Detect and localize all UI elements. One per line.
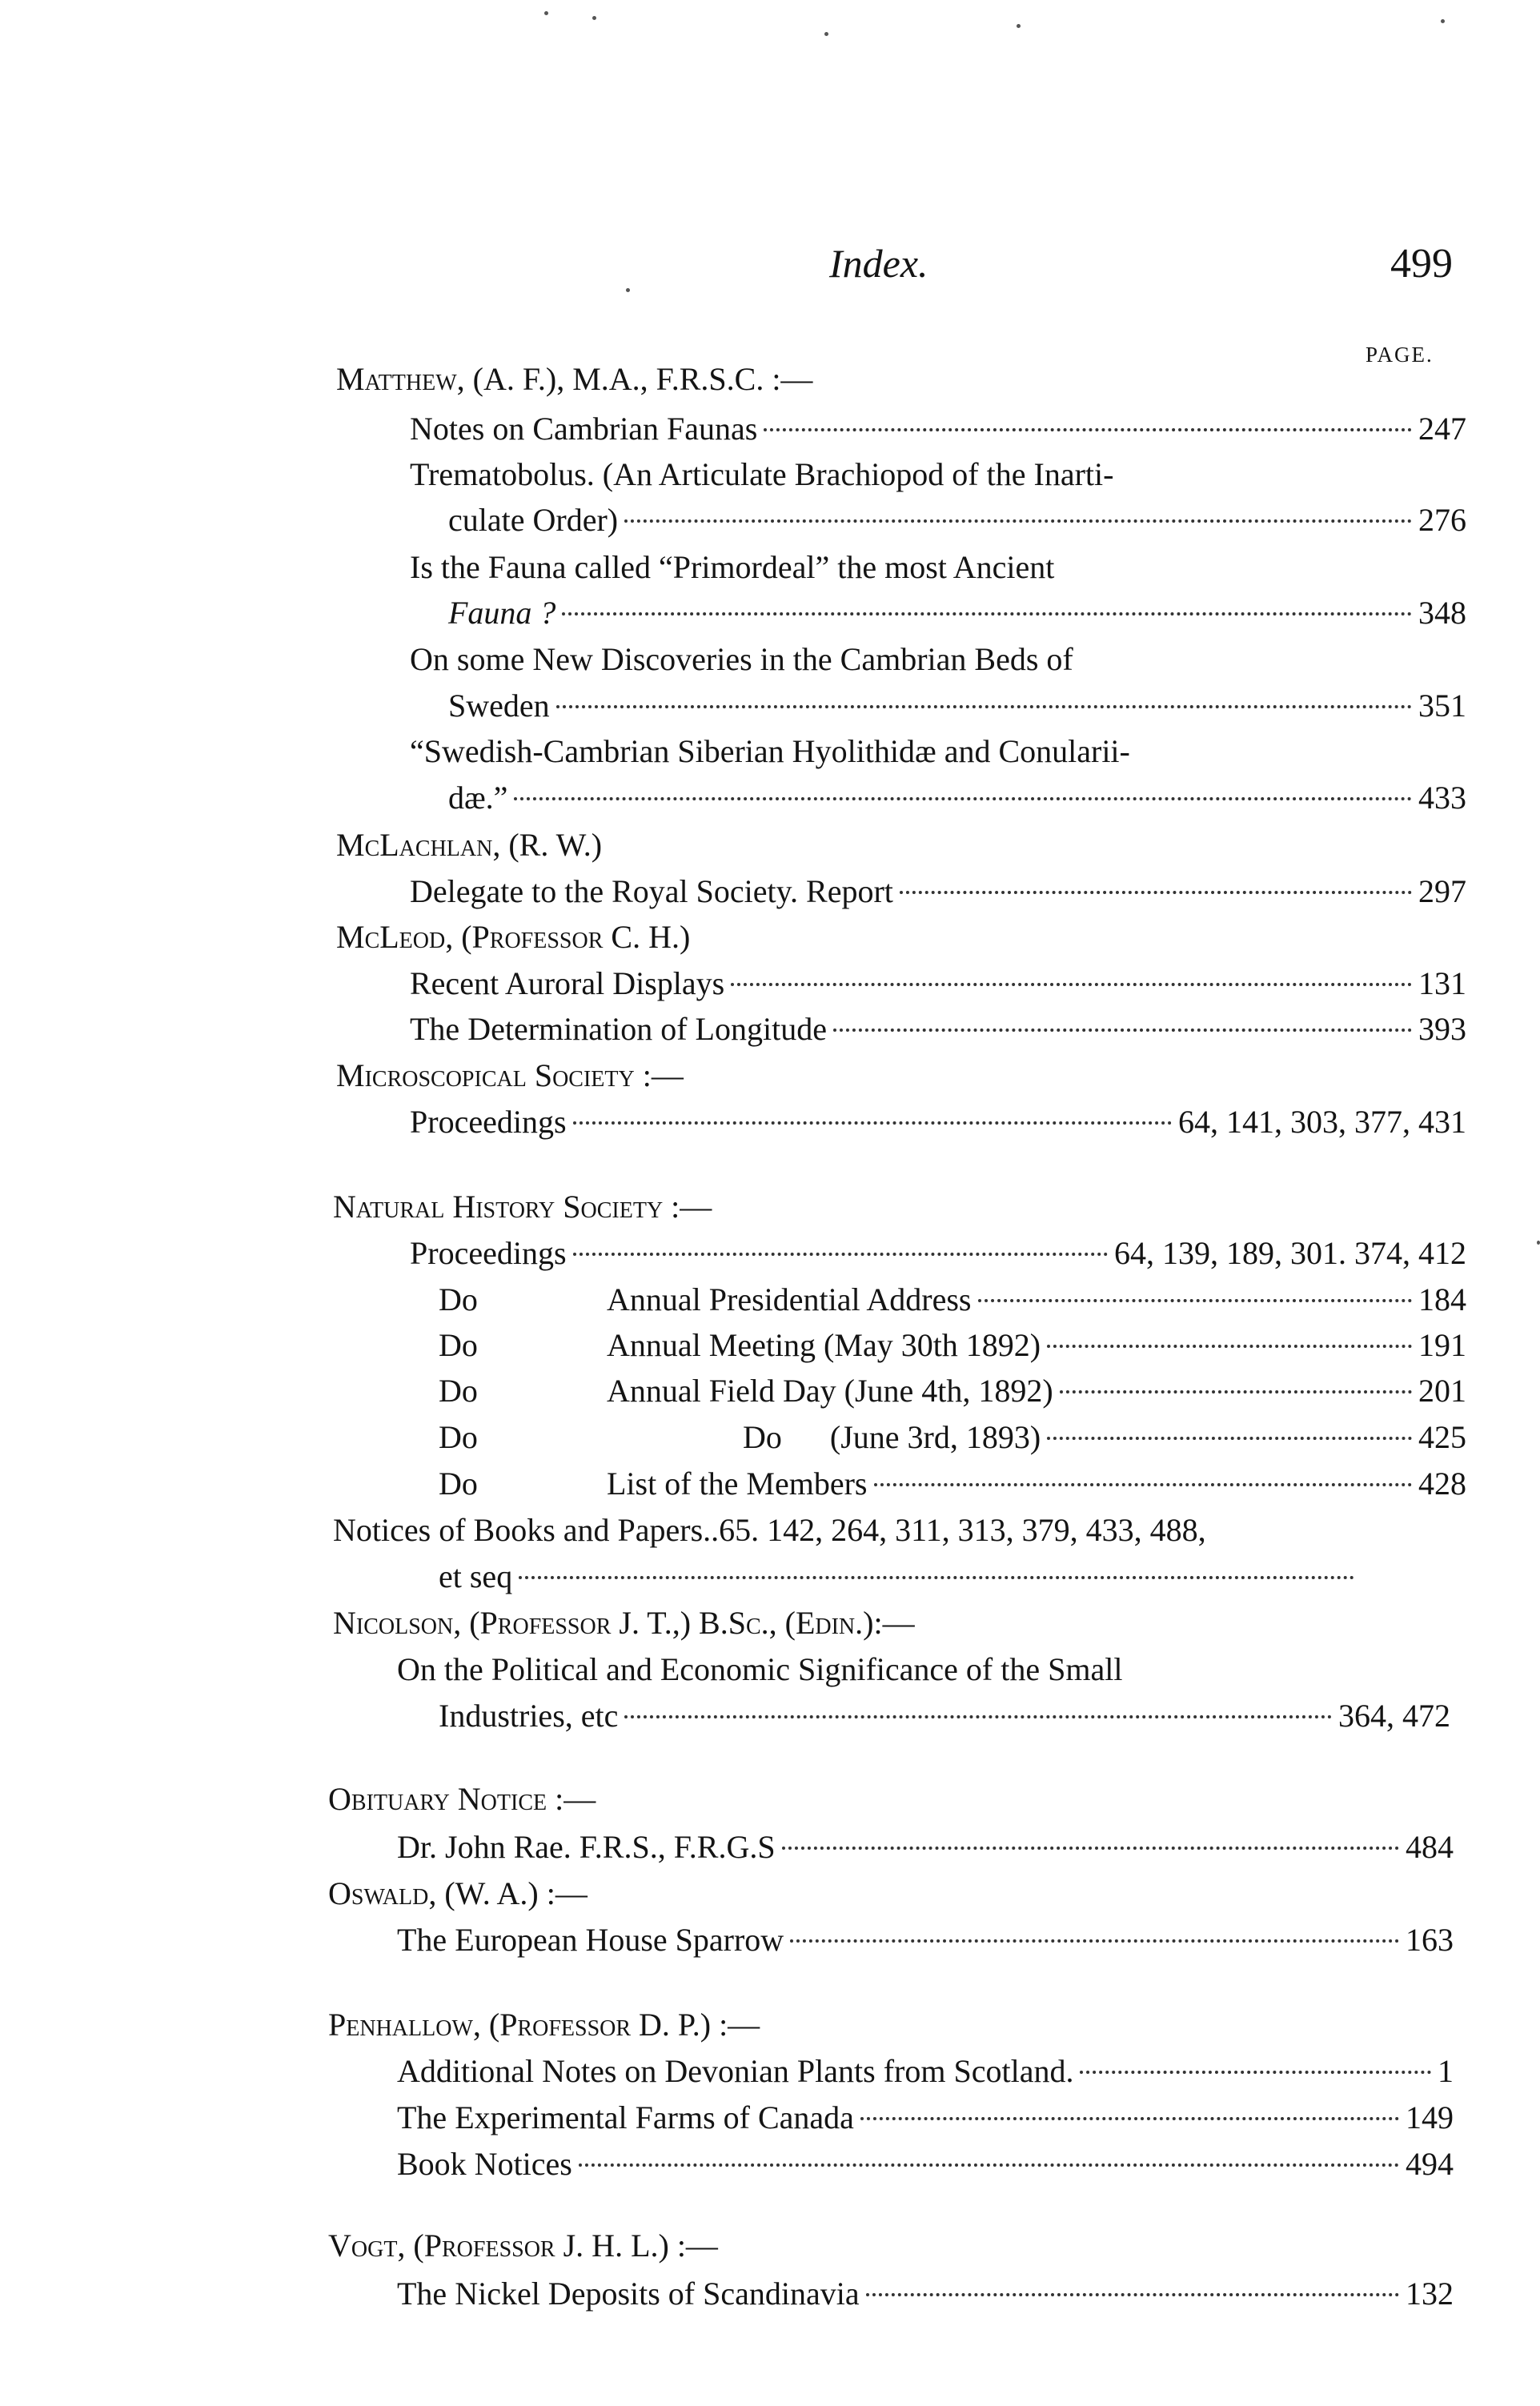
dot-leader [519, 1576, 1354, 1579]
entry-title: Notes on Cambrian Faunas [410, 411, 758, 447]
dot-leader [624, 519, 1412, 523]
entry-title: The European House Sparrow [397, 1922, 784, 1958]
ditto-mark: Do [439, 1419, 478, 1455]
entry-pages: 433 [1418, 780, 1466, 816]
dot-leader [624, 1715, 1332, 1718]
index-entry [607, 1370, 1466, 1412]
index-entry [439, 1556, 1361, 1598]
index-heading-mcleod: McLeod, (Professor C. H.) [336, 919, 691, 955]
dot-leader [514, 797, 1412, 800]
index-entry [410, 408, 1466, 450]
entry-title: Delegate to the Royal Society. Report [410, 873, 893, 909]
ditto-mark: Do [439, 1373, 478, 1409]
dot-leader [833, 1029, 1412, 1032]
dot-leader [860, 2117, 1399, 2120]
entry-text-line: On some New Discoveries in the Cambrian Beds of [410, 641, 1073, 677]
entry-title: Dr. John Rae. F.R.S., F.R.G.S [397, 1829, 776, 1865]
dot-leader [579, 2163, 1399, 2167]
scan-speck [592, 16, 596, 20]
index-entry [410, 1101, 1466, 1143]
index-entry [607, 1325, 1466, 1366]
index-entry [410, 871, 1466, 912]
index-heading-notices: Notices of Books and Papers..65. 142, 264, 311, 313, 379, 433, 488, [333, 1512, 1206, 1548]
entry-pages: 64, 141, 303, 377, 431 [1178, 1104, 1466, 1140]
entry-pages: 149 [1406, 2099, 1454, 2135]
entry-title: Proceedings [410, 1235, 567, 1271]
index-heading-vogt: Vogt, (Professor J. H. L.) :— [328, 2228, 718, 2264]
entry-title: Sweden [448, 688, 550, 724]
scan-speck [626, 288, 630, 292]
index-heading-natural-history: Natural History Society :— [333, 1189, 712, 1225]
entry-pages: 348 [1418, 595, 1466, 631]
dot-leader [782, 1847, 1399, 1850]
entry-text-line: “Swedish-Cambrian Siberian Hyolithidæ and Conularii- [410, 733, 1130, 769]
index-heading-matthew: Matthew, (A. F.), M.A., F.R.S.C. :— [336, 361, 813, 397]
dot-leader [1047, 1437, 1412, 1440]
entry-title: culate Order) [448, 502, 619, 538]
index-heading-mclachlan: McLachlan, (R. W.) [336, 827, 603, 863]
entry-pages: 351 [1418, 688, 1466, 724]
dot-leader [556, 705, 1412, 708]
entry-pages: 201 [1418, 1373, 1466, 1409]
entry-title: Annual Field Day (June 4th, 1892) [607, 1373, 1053, 1409]
index-entry [397, 2273, 1454, 2315]
index-entry [410, 963, 1466, 1005]
index-entry [410, 1009, 1466, 1050]
index-entry [448, 499, 1466, 541]
scan-speck [544, 11, 548, 15]
entry-pages: 163 [1406, 1922, 1454, 1958]
index-entry [397, 2097, 1454, 2139]
entry-title: Fauna ? [448, 595, 556, 631]
dot-leader [874, 1483, 1413, 1486]
entry-pages: 132 [1406, 2276, 1454, 2312]
index-entry [397, 2051, 1454, 2092]
page-column-label: PAGE. [1366, 343, 1434, 367]
dot-leader [900, 891, 1412, 894]
index-heading-obituary: Obituary Notice :— [328, 1781, 596, 1817]
entry-pages: 428 [1418, 1466, 1466, 1502]
dot-leader [978, 1299, 1413, 1302]
entry-pages: 247 [1418, 411, 1466, 447]
entry-pages: 425 [1418, 1419, 1466, 1455]
index-entry [448, 777, 1466, 819]
index-entry [607, 1463, 1466, 1505]
index-heading-penhallow: Penhallow, (Professor D. P.) :— [328, 2007, 760, 2043]
entry-pages: 191 [1418, 1327, 1466, 1363]
entry-text-line: Trematobolus. (An Articulate Brachiopod of the Inarti- [410, 456, 1114, 492]
entry-title: The Experimental Farms of Canada [397, 2099, 854, 2135]
dot-leader [573, 1253, 1108, 1256]
index-heading-microscopical: Microscopical Society :— [336, 1057, 684, 1093]
scan-speck [1537, 1241, 1540, 1245]
index-entry [439, 1695, 1450, 1737]
scan-speck [1441, 19, 1445, 23]
entry-pages: 484 [1406, 1829, 1454, 1865]
entry-title: List of the Members [607, 1466, 868, 1502]
entry-pages: 1 [1438, 2053, 1454, 2089]
entry-pages: 184 [1418, 1281, 1466, 1317]
entry-text-line: On the Political and Economic Significance of the Small [397, 1651, 1123, 1687]
running-title: Index. [829, 241, 928, 286]
page-number: 499 [1390, 241, 1453, 287]
entry-title: Recent Auroral Displays [410, 965, 725, 1001]
index-heading-oswald: Oswald, (W. A.) :— [328, 1875, 588, 1911]
ditto-mark: Do [439, 1466, 478, 1502]
index-entry [743, 1417, 1466, 1458]
index-heading-nicolson: Nicolson, (Professor J. T.,) B.Sc., (Edin.):— [333, 1605, 915, 1641]
index-entry [397, 2143, 1454, 2185]
entry-title: Industries, etc [439, 1698, 619, 1734]
entry-title: The Nickel Deposits of Scandinavia [397, 2276, 860, 2312]
ditto-mark: Do [439, 1327, 478, 1363]
entry-text-line: Is the Fauna called “Primordeal” the most Ancient [410, 549, 1055, 585]
entry-title: Annual Meeting (May 30th 1892) [607, 1327, 1041, 1363]
entry-title: Proceedings [410, 1104, 567, 1140]
dot-leader [866, 2293, 1399, 2296]
entry-title: Annual Presidential Address [607, 1281, 972, 1317]
entry-pages: 64, 139, 189, 301. 374, 412 [1114, 1235, 1466, 1271]
dot-leader [562, 612, 1412, 616]
index-entry [448, 685, 1466, 727]
index-entry [397, 1827, 1454, 1868]
scan-speck [1017, 24, 1021, 28]
index-entry [410, 1233, 1466, 1274]
entry-title: Book Notices [397, 2146, 572, 2182]
entry-pages: 393 [1418, 1011, 1466, 1047]
entry-title: Do (June 3rd, 1893) [743, 1419, 1041, 1455]
dot-leader [1080, 2071, 1431, 2074]
entry-pages: 297 [1418, 873, 1466, 909]
index-entry [448, 592, 1466, 634]
entry-pages: 364, 472 [1338, 1698, 1450, 1734]
entry-pages: 494 [1406, 2146, 1454, 2182]
dot-leader [764, 428, 1412, 431]
index-entry [397, 1919, 1454, 1961]
entry-pages: 276 [1418, 502, 1466, 538]
entry-pages: 131 [1418, 965, 1466, 1001]
dot-leader [1060, 1390, 1412, 1393]
entry-title: Additional Notes on Devonian Plants from Scotland. [397, 2053, 1074, 2089]
dot-leader [731, 983, 1412, 986]
entry-title: dæ.” [448, 780, 508, 816]
dot-leader [573, 1121, 1172, 1125]
entry-title: The Determination of Longitude [410, 1011, 827, 1047]
entry-title: et seq [439, 1558, 513, 1594]
index-entry [607, 1279, 1466, 1321]
dot-leader [1047, 1345, 1412, 1348]
page-header [0, 240, 1540, 304]
ditto-mark: Do [439, 1281, 478, 1317]
scan-speck [824, 32, 828, 36]
dot-leader [790, 1939, 1399, 1943]
